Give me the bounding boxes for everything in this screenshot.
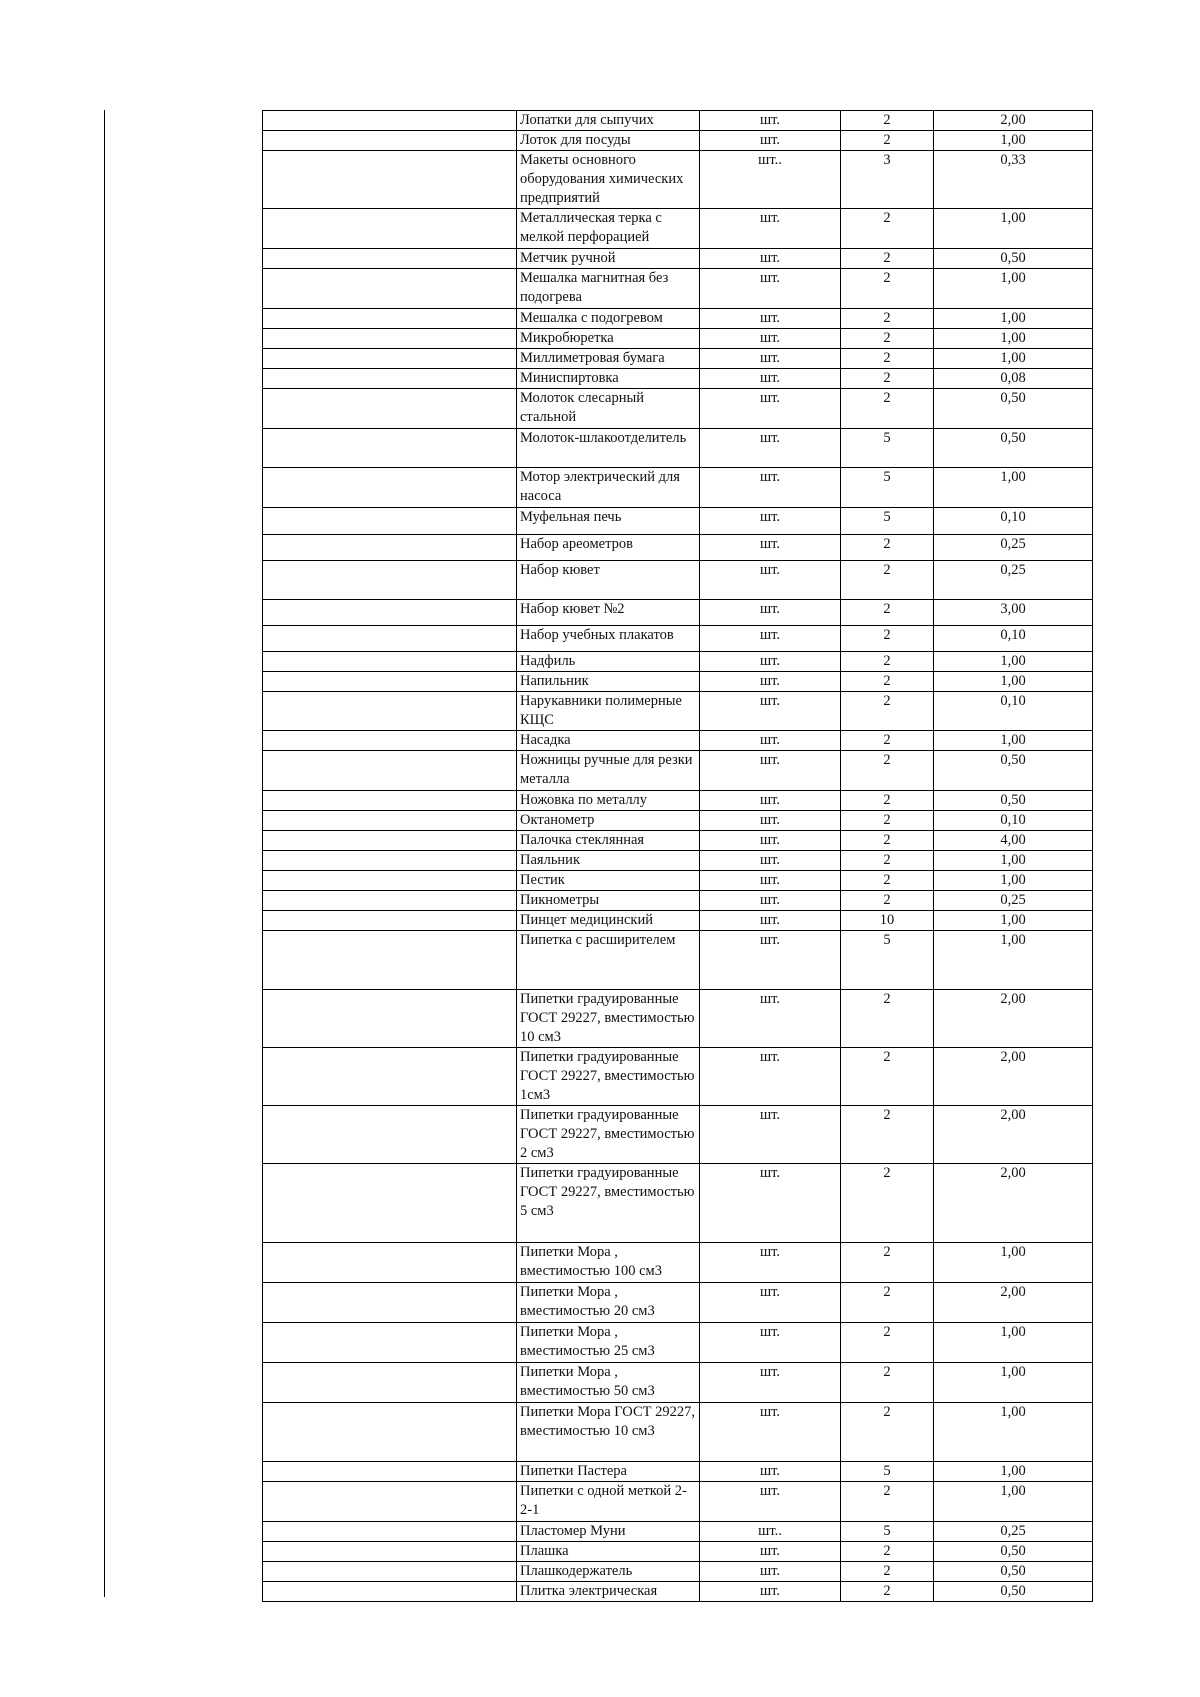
norm-cell: 1,00 <box>934 1243 1093 1283</box>
norm-cell: 0,50 <box>934 1582 1093 1602</box>
item-name-cell: Ножницы ручные для резки металла <box>517 751 700 791</box>
table-row <box>263 1562 1093 1582</box>
unit-cell: шт. <box>700 1482 841 1522</box>
item-name-cell: Метчик ручной <box>517 249 700 269</box>
norm-cell: 1,00 <box>934 1462 1093 1482</box>
table-row <box>263 811 1093 831</box>
index-cell <box>263 851 517 871</box>
norm-cell: 4,00 <box>934 831 1093 851</box>
unit-cell: шт. <box>700 692 841 731</box>
index-cell <box>263 1542 517 1562</box>
left-margin-rule <box>104 110 105 1597</box>
index-cell <box>263 931 517 990</box>
unit-cell: шт. <box>700 1106 841 1164</box>
unit-cell: шт. <box>700 369 841 389</box>
quantity-cell: 2 <box>841 751 934 791</box>
index-cell <box>263 672 517 692</box>
index-cell <box>263 626 517 652</box>
index-cell <box>263 561 517 600</box>
quantity-cell: 2 <box>841 891 934 911</box>
norm-cell: 2,00 <box>934 990 1093 1048</box>
norm-cell: 1,00 <box>934 1482 1093 1522</box>
item-name-cell: Октанометр <box>517 811 700 831</box>
quantity-cell: 2 <box>841 692 934 731</box>
norm-cell: 0,33 <box>934 151 1093 209</box>
table-row <box>263 1164 1093 1243</box>
quantity-cell: 5 <box>841 429 934 468</box>
unit-cell: шт. <box>700 1243 841 1283</box>
norm-cell: 1,00 <box>934 329 1093 349</box>
table-row <box>263 269 1093 309</box>
norm-cell: 1,00 <box>934 731 1093 751</box>
norm-cell: 1,00 <box>934 349 1093 369</box>
item-name-cell: Молоток-шлакоотделитель <box>517 429 700 468</box>
item-name-cell: Пикнометры <box>517 891 700 911</box>
table-row <box>263 1522 1093 1542</box>
quantity-cell: 3 <box>841 151 934 209</box>
unit-cell: шт. <box>700 751 841 791</box>
item-name-cell: Напильник <box>517 672 700 692</box>
index-cell <box>263 751 517 791</box>
quantity-cell: 5 <box>841 931 934 990</box>
table-row <box>263 652 1093 672</box>
index-cell <box>263 1283 517 1323</box>
item-name-cell: Паяльник <box>517 851 700 871</box>
index-cell <box>263 600 517 626</box>
unit-cell: шт. <box>700 851 841 871</box>
unit-cell: шт. <box>700 1582 841 1602</box>
unit-cell: шт. <box>700 831 841 851</box>
table-row <box>263 931 1093 990</box>
norm-cell: 1,00 <box>934 468 1093 508</box>
table-row <box>263 1542 1093 1562</box>
norm-cell: 0,10 <box>934 811 1093 831</box>
item-name-cell: Насадка <box>517 731 700 751</box>
index-cell <box>263 1403 517 1462</box>
index-cell <box>263 209 517 249</box>
quantity-cell: 2 <box>841 535 934 561</box>
quantity-cell: 2 <box>841 1164 934 1243</box>
norm-cell: 2,00 <box>934 1106 1093 1164</box>
quantity-cell: 2 <box>841 389 934 429</box>
item-name-cell: Пипетки Пастера <box>517 1462 700 1482</box>
norm-cell: 1,00 <box>934 1363 1093 1403</box>
quantity-cell: 2 <box>841 851 934 871</box>
index-cell <box>263 131 517 151</box>
item-name-cell: Микробюретка <box>517 329 700 349</box>
quantity-cell: 2 <box>841 209 934 249</box>
item-name-cell: Пинцет медицинский <box>517 911 700 931</box>
index-cell <box>263 791 517 811</box>
table-row <box>263 151 1093 209</box>
norm-cell: 1,00 <box>934 652 1093 672</box>
table-row <box>263 1283 1093 1323</box>
norm-cell: 0,25 <box>934 561 1093 600</box>
item-name-cell: Плашкодержатель <box>517 1562 700 1582</box>
quantity-cell: 2 <box>841 1323 934 1363</box>
norm-cell: 0,25 <box>934 535 1093 561</box>
index-cell <box>263 1323 517 1363</box>
quantity-cell: 2 <box>841 1283 934 1323</box>
table-row <box>263 672 1093 692</box>
quantity-cell: 2 <box>841 626 934 652</box>
item-name-cell: Макеты основного оборудования химических предприятий <box>517 151 700 209</box>
unit-cell: шт. <box>700 731 841 751</box>
unit-cell: шт. <box>700 891 841 911</box>
norm-cell: 1,00 <box>934 911 1093 931</box>
index-cell <box>263 151 517 209</box>
quantity-cell: 2 <box>841 731 934 751</box>
item-name-cell: Набор кювет <box>517 561 700 600</box>
table-row <box>263 468 1093 508</box>
table-row <box>263 751 1093 791</box>
item-name-cell: Пестик <box>517 871 700 891</box>
item-name-cell: Мешалка с подогревом <box>517 309 700 329</box>
table-row <box>263 731 1093 751</box>
unit-cell: шт. <box>700 791 841 811</box>
index-cell <box>263 911 517 931</box>
item-name-cell: Плашка <box>517 1542 700 1562</box>
quantity-cell: 2 <box>841 1562 934 1582</box>
table-row <box>263 692 1093 731</box>
quantity-cell: 2 <box>841 1106 934 1164</box>
item-name-cell: Миллиметровая бумага <box>517 349 700 369</box>
quantity-cell: 2 <box>841 1243 934 1283</box>
unit-cell: шт. <box>700 429 841 468</box>
table-row <box>263 1048 1093 1106</box>
index-cell <box>263 111 517 131</box>
table-row <box>263 561 1093 600</box>
unit-cell: шт. <box>700 672 841 692</box>
quantity-cell: 2 <box>841 652 934 672</box>
unit-cell: шт. <box>700 349 841 369</box>
item-name-cell: Пластомер Муни <box>517 1522 700 1542</box>
quantity-cell: 2 <box>841 1363 934 1403</box>
equipment-table-body <box>263 111 1093 1602</box>
quantity-cell: 2 <box>841 369 934 389</box>
table-row <box>263 249 1093 269</box>
item-name-cell: Пипетки Мора , вместимостью 100 см3 <box>517 1243 700 1283</box>
item-name-cell: Набор ареометров <box>517 535 700 561</box>
table-row <box>263 131 1093 151</box>
table-row <box>263 535 1093 561</box>
table-row <box>263 111 1093 131</box>
index-cell <box>263 811 517 831</box>
item-name-cell: Пипетки градуированные ГОСТ 29227, вместимостью 5 см3 <box>517 1164 700 1243</box>
item-name-cell: Мешалка магнитная без подогрева <box>517 269 700 309</box>
unit-cell: шт. <box>700 111 841 131</box>
quantity-cell: 2 <box>841 1048 934 1106</box>
quantity-cell: 2 <box>841 600 934 626</box>
norm-cell: 2,00 <box>934 1283 1093 1323</box>
quantity-cell: 2 <box>841 1542 934 1562</box>
unit-cell: шт. <box>700 1403 841 1462</box>
norm-cell: 1,00 <box>934 309 1093 329</box>
norm-cell: 1,00 <box>934 269 1093 309</box>
table-row <box>263 1403 1093 1462</box>
unit-cell: шт. <box>700 811 841 831</box>
unit-cell: шт. <box>700 652 841 672</box>
item-name-cell: Плитка электрическая <box>517 1582 700 1602</box>
table-row <box>263 871 1093 891</box>
unit-cell: шт. <box>700 1542 841 1562</box>
quantity-cell: 2 <box>841 871 934 891</box>
unit-cell: шт.. <box>700 151 841 209</box>
unit-cell: шт. <box>700 871 841 891</box>
quantity-cell: 5 <box>841 468 934 508</box>
norm-cell: 2,00 <box>934 1048 1093 1106</box>
index-cell <box>263 1482 517 1522</box>
equipment-table <box>262 110 1093 1602</box>
norm-cell: 1,00 <box>934 672 1093 692</box>
unit-cell: шт. <box>700 535 841 561</box>
table-row <box>263 911 1093 931</box>
quantity-cell: 2 <box>841 329 934 349</box>
unit-cell: шт. <box>700 1283 841 1323</box>
index-cell <box>263 1522 517 1542</box>
index-cell <box>263 1363 517 1403</box>
item-name-cell: Пипетка с расширителем <box>517 931 700 990</box>
norm-cell: 0,25 <box>934 1522 1093 1542</box>
index-cell <box>263 990 517 1048</box>
quantity-cell: 2 <box>841 111 934 131</box>
index-cell <box>263 652 517 672</box>
unit-cell: шт. <box>700 269 841 309</box>
item-name-cell: Лоток для посуды <box>517 131 700 151</box>
table-row <box>263 1106 1093 1164</box>
quantity-cell: 2 <box>841 831 934 851</box>
index-cell <box>263 1106 517 1164</box>
unit-cell: шт. <box>700 626 841 652</box>
index-cell <box>263 309 517 329</box>
table-row <box>263 626 1093 652</box>
table-row <box>263 329 1093 349</box>
item-name-cell: Пипетки Мора , вместимостью 20 см3 <box>517 1283 700 1323</box>
table-row <box>263 600 1093 626</box>
quantity-cell: 2 <box>841 1582 934 1602</box>
index-cell <box>263 692 517 731</box>
item-name-cell: Набор кювет №2 <box>517 600 700 626</box>
unit-cell: шт. <box>700 209 841 249</box>
norm-cell: 0,50 <box>934 791 1093 811</box>
item-name-cell: Лопатки для сыпучих <box>517 111 700 131</box>
unit-cell: шт. <box>700 389 841 429</box>
quantity-cell: 10 <box>841 911 934 931</box>
table-row <box>263 791 1093 811</box>
unit-cell: шт. <box>700 990 841 1048</box>
quantity-cell: 2 <box>841 309 934 329</box>
unit-cell: шт. <box>700 508 841 535</box>
index-cell <box>263 508 517 535</box>
unit-cell: шт. <box>700 468 841 508</box>
item-name-cell: Молоток слесарный стальной <box>517 389 700 429</box>
index-cell <box>263 329 517 349</box>
norm-cell: 0,25 <box>934 891 1093 911</box>
item-name-cell: Пипетки градуированные ГОСТ 29227, вместимостью 2 см3 <box>517 1106 700 1164</box>
quantity-cell: 2 <box>841 990 934 1048</box>
index-cell <box>263 389 517 429</box>
index-cell <box>263 468 517 508</box>
index-cell <box>263 269 517 309</box>
index-cell <box>263 831 517 851</box>
unit-cell: шт. <box>700 1164 841 1243</box>
table-row <box>263 851 1093 871</box>
unit-cell: шт.. <box>700 1522 841 1542</box>
quantity-cell: 2 <box>841 811 934 831</box>
unit-cell: шт. <box>700 329 841 349</box>
norm-cell: 1,00 <box>934 851 1093 871</box>
quantity-cell: 2 <box>841 1482 934 1522</box>
unit-cell: шт. <box>700 1562 841 1582</box>
quantity-cell: 5 <box>841 1462 934 1482</box>
index-cell <box>263 249 517 269</box>
norm-cell: 1,00 <box>934 1323 1093 1363</box>
table-row <box>263 1482 1093 1522</box>
norm-cell: 1,00 <box>934 209 1093 249</box>
norm-cell: 3,00 <box>934 600 1093 626</box>
quantity-cell: 2 <box>841 561 934 600</box>
quantity-cell: 2 <box>841 791 934 811</box>
index-cell <box>263 1462 517 1482</box>
item-name-cell: Мотор электрический для насоса <box>517 468 700 508</box>
norm-cell: 1,00 <box>934 1403 1093 1462</box>
item-name-cell: Нарукавники полимерные КЩС <box>517 692 700 731</box>
index-cell <box>263 731 517 751</box>
table-row <box>263 1243 1093 1283</box>
index-cell <box>263 891 517 911</box>
table-row <box>263 429 1093 468</box>
unit-cell: шт. <box>700 1363 841 1403</box>
index-cell <box>263 535 517 561</box>
item-name-cell: Ножовка по металлу <box>517 791 700 811</box>
unit-cell: шт. <box>700 931 841 990</box>
index-cell <box>263 1048 517 1106</box>
item-name-cell: Палочка стеклянная <box>517 831 700 851</box>
table-row <box>263 349 1093 369</box>
norm-cell: 0,50 <box>934 429 1093 468</box>
quantity-cell: 5 <box>841 1522 934 1542</box>
table-row <box>263 831 1093 851</box>
index-cell <box>263 1164 517 1243</box>
unit-cell: шт. <box>700 911 841 931</box>
norm-cell: 1,00 <box>934 131 1093 151</box>
norm-cell: 0,50 <box>934 751 1093 791</box>
quantity-cell: 5 <box>841 508 934 535</box>
quantity-cell: 2 <box>841 1403 934 1462</box>
table-row <box>263 309 1093 329</box>
quantity-cell: 2 <box>841 249 934 269</box>
norm-cell: 1,00 <box>934 871 1093 891</box>
norm-cell: 0,10 <box>934 508 1093 535</box>
unit-cell: шт. <box>700 131 841 151</box>
norm-cell: 0,08 <box>934 369 1093 389</box>
item-name-cell: Муфельная печь <box>517 508 700 535</box>
table-row <box>263 1363 1093 1403</box>
item-name-cell: Пипетки градуированные ГОСТ 29227, вместимостью 1см3 <box>517 1048 700 1106</box>
index-cell <box>263 1562 517 1582</box>
quantity-cell: 2 <box>841 672 934 692</box>
item-name-cell: Металлическая терка с мелкой перфорацией <box>517 209 700 249</box>
norm-cell: 0,50 <box>934 389 1093 429</box>
item-name-cell: Миниспиртовка <box>517 369 700 389</box>
table-row <box>263 369 1093 389</box>
norm-cell: 2,00 <box>934 1164 1093 1243</box>
norm-cell: 2,00 <box>934 111 1093 131</box>
table-row <box>263 1582 1093 1602</box>
item-name-cell: Надфиль <box>517 652 700 672</box>
norm-cell: 1,00 <box>934 931 1093 990</box>
unit-cell: шт. <box>700 1048 841 1106</box>
item-name-cell: Пипетки Мора , вместимостью 25 см3 <box>517 1323 700 1363</box>
norm-cell: 0,50 <box>934 1562 1093 1582</box>
index-cell <box>263 1582 517 1602</box>
item-name-cell: Пипетки градуированные ГОСТ 29227, вместимостью 10 см3 <box>517 990 700 1048</box>
norm-cell: 0,10 <box>934 692 1093 731</box>
table-row <box>263 891 1093 911</box>
index-cell <box>263 871 517 891</box>
unit-cell: шт. <box>700 561 841 600</box>
unit-cell: шт. <box>700 249 841 269</box>
table-row <box>263 990 1093 1048</box>
index-cell <box>263 349 517 369</box>
item-name-cell: Набор учебных плакатов <box>517 626 700 652</box>
table-row <box>263 1323 1093 1363</box>
table-row <box>263 508 1093 535</box>
unit-cell: шт. <box>700 600 841 626</box>
index-cell <box>263 429 517 468</box>
unit-cell: шт. <box>700 1462 841 1482</box>
norm-cell: 0,50 <box>934 1542 1093 1562</box>
quantity-cell: 2 <box>841 349 934 369</box>
unit-cell: шт. <box>700 309 841 329</box>
table-row <box>263 1462 1093 1482</box>
norm-cell: 0,10 <box>934 626 1093 652</box>
item-name-cell: Пипетки Мора , вместимостью 50 см3 <box>517 1363 700 1403</box>
norm-cell: 0,50 <box>934 249 1093 269</box>
table-row <box>263 209 1093 249</box>
item-name-cell: Пипетки с одной меткой 2-2-1 <box>517 1482 700 1522</box>
index-cell <box>263 369 517 389</box>
table-row <box>263 389 1093 429</box>
quantity-cell: 2 <box>841 269 934 309</box>
index-cell <box>263 1243 517 1283</box>
unit-cell: шт. <box>700 1323 841 1363</box>
item-name-cell: Пипетки Мора ГОСТ 29227, вместимостью 10 см3 <box>517 1403 700 1462</box>
quantity-cell: 2 <box>841 131 934 151</box>
